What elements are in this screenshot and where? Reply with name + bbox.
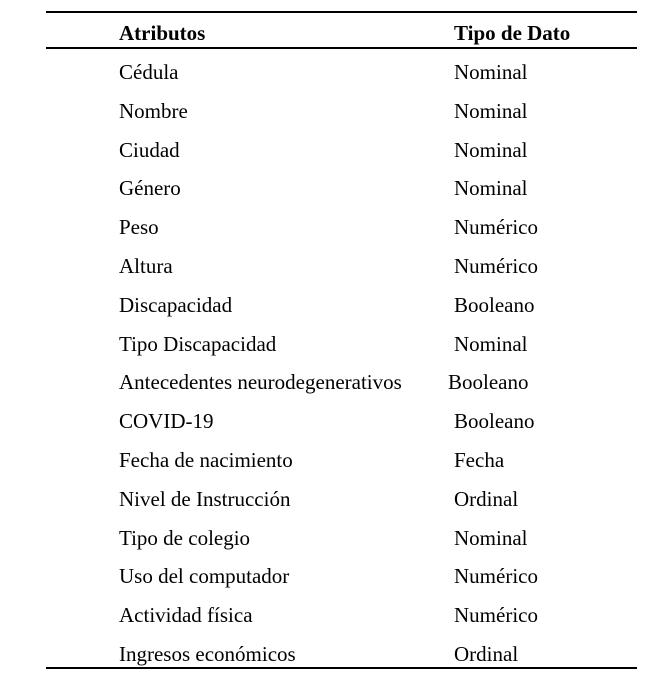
attribute-cell: Fecha de nacimiento (119, 447, 293, 472)
data-type-cell: Nominal (454, 60, 528, 84)
table-row (0, 174, 664, 213)
table-bottom-rule (46, 667, 637, 669)
attribute-cell: Nombre (119, 98, 188, 123)
data-type-cell: Nominal (454, 137, 528, 162)
data-type-cell: Numérico (454, 603, 538, 628)
attribute-cell: Uso del computador (119, 564, 290, 589)
attribute-cell: Peso (119, 215, 159, 240)
header-data-type: Tipo de Dato (454, 21, 571, 45)
attribute-cell: Ciudad (119, 137, 180, 162)
table-row (0, 524, 664, 563)
data-type-cell: Numérico (454, 253, 538, 278)
data-type-cell: Nominal (454, 98, 528, 123)
table-row (0, 562, 664, 601)
attribute-cell: Cédula (119, 60, 179, 84)
attribute-cell: Tipo de colegio (119, 525, 251, 550)
table-top-rule (46, 11, 637, 13)
data-type-cell: Booleano (454, 409, 535, 434)
data-type-cell: Numérico (454, 215, 538, 240)
attribute-cell: Discapacidad (119, 292, 233, 317)
attribute-cell: Antecedentes neurodegenerativos (119, 370, 402, 395)
attribute-cell: Altura (119, 253, 173, 278)
table-row (0, 368, 664, 407)
attribute-cell: COVID-19 (119, 409, 214, 434)
data-type-cell: Booleano (454, 292, 535, 317)
table-row (0, 252, 664, 291)
table-row (0, 291, 664, 330)
attribute-cell: Actividad física (119, 603, 253, 628)
data-type-cell: Numérico (454, 564, 538, 589)
table-row (0, 407, 664, 446)
table-row (0, 213, 664, 252)
data-type-cell: Ordinal (454, 486, 519, 511)
table-body (0, 58, 664, 679)
data-type-cell: Fecha (454, 447, 505, 472)
attribute-cell: Nivel de Instrucción (119, 486, 291, 511)
data-type-cell: Nominal (454, 176, 528, 201)
data-type-cell: Ordinal (454, 641, 519, 666)
header-attributes: Atributos (119, 21, 206, 45)
table-row (0, 485, 664, 524)
data-type-cell: Nominal (454, 525, 528, 550)
table-row (0, 136, 664, 175)
data-type-cell: Booleano (448, 370, 529, 395)
table-header-rule (46, 47, 637, 49)
table-row (0, 601, 664, 640)
attribute-cell: Género (119, 176, 181, 201)
data-type-cell: Nominal (454, 331, 528, 356)
table-row (0, 640, 664, 679)
table-row (0, 97, 664, 136)
attribute-cell: Tipo Discapacidad (119, 331, 277, 356)
attribute-cell: Ingresos económicos (119, 641, 296, 666)
table-row (0, 58, 664, 97)
table-row (0, 446, 664, 485)
table-row (0, 330, 664, 369)
